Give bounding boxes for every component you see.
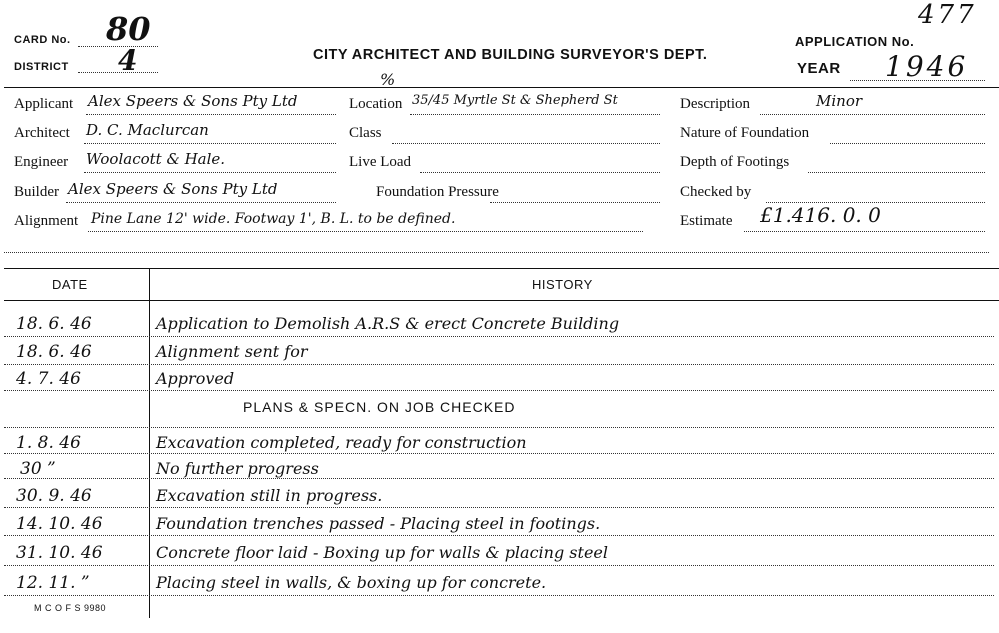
estimate-underline [744, 231, 985, 232]
location-value: 35/45 Myrtle St & Shepherd St [412, 93, 618, 108]
row-line-10 [4, 595, 994, 596]
row-line-2 [4, 364, 994, 365]
row-line-4 [4, 427, 994, 428]
row-line-7 [4, 507, 994, 508]
table-row-date: 14. 10. 46 [16, 514, 103, 534]
description-value: Minor [816, 92, 863, 110]
live-load-label: Live Load [349, 154, 412, 170]
location-underline [410, 114, 660, 115]
depth-of-footings-label: Depth of Footings [680, 154, 790, 170]
estimate-value: £1.416. 0. 0 [760, 203, 881, 227]
foundation-pressure-label: Foundation Pressure [376, 184, 499, 200]
description-label: Description [680, 96, 750, 112]
table-row-history: Approved [156, 369, 235, 388]
builder-label: Builder [14, 184, 59, 200]
engineer-underline [84, 172, 336, 173]
row-line-5 [4, 453, 994, 454]
foundation-pressure-underline [490, 202, 660, 203]
nature-of-foundation-label: Nature of Foundation [680, 125, 810, 141]
table-row-history: Foundation trenches passed - Placing steel in footings. [156, 514, 601, 533]
date-column-header: DATE [52, 277, 88, 292]
architect-value: D. C. Maclurcan [86, 121, 209, 139]
row-line-1 [4, 336, 994, 337]
nature-underline [830, 143, 985, 144]
table-row-history: Concrete floor laid - Boxing up for walls & placing steel [156, 543, 608, 562]
year-value: 1946 [885, 50, 969, 83]
description-underline [760, 114, 985, 115]
class-underline [392, 143, 660, 144]
engineer-label: Engineer [14, 154, 69, 170]
alignment-value: Pine Lane 12' wide. Footway 1', B. L. to be defined. [91, 211, 456, 227]
table-row-date: 30. 9. 46 [16, 486, 92, 506]
row-line-6 [4, 478, 994, 479]
checked-by-label: Checked by [680, 184, 752, 200]
table-row-history: Placing steel in walls, & boxing up for concrete. [156, 573, 547, 592]
row-line-8 [4, 535, 994, 536]
table-row-date: 31. 10. 46 [16, 543, 103, 563]
card-no-value: 80 [106, 10, 151, 48]
row-line-9 [4, 565, 994, 566]
table-header-rule [4, 300, 999, 301]
header-rule [4, 87, 999, 88]
table-row-date: 18. 6. 46 [16, 342, 92, 362]
table-row-date: 12. 11. ” [16, 573, 90, 593]
plans-checked-stamp: PLANS & SPECN. ON JOB CHECKED [243, 399, 516, 415]
table-row-date: 1. 8. 46 [16, 433, 81, 453]
builder-value: Alex Speers & Sons Pty Ltd [68, 180, 278, 198]
alignment-label: Alignment [14, 213, 79, 229]
table-row-history: No further progress [156, 459, 319, 478]
builder-underline [66, 202, 336, 203]
dept-mark: % [380, 70, 396, 89]
table-row-date: 30 ” [20, 459, 56, 479]
alignment-underline [88, 231, 643, 232]
district-label: DISTRICT [14, 61, 69, 73]
history-column-header: HISTORY [532, 277, 593, 292]
table-row-history: Excavation completed, ready for construction [156, 433, 527, 452]
table-row-history: Excavation still in progress. [156, 486, 383, 505]
class-label: Class [349, 125, 382, 141]
applicant-value: Alex Speers & Sons Pty Ltd [88, 92, 298, 110]
row-line-3 [4, 390, 994, 391]
district-value: 4 [118, 44, 138, 77]
table-row-date: 4. 7. 46 [16, 369, 81, 389]
table-top-rule [4, 268, 999, 269]
applicant-label: Applicant [14, 96, 74, 112]
engineer-value: Woolacott & Hale. [86, 150, 226, 168]
estimate-label: Estimate [680, 213, 733, 229]
architect-underline [84, 143, 336, 144]
dept-title: CITY ARCHITECT AND BUILDING SURVEYOR'S DEPT. [313, 47, 708, 63]
table-row-history: Alignment sent for [156, 342, 308, 361]
fields-bottom-dotline [4, 252, 989, 253]
live-load-underline [420, 172, 660, 173]
year-label: YEAR [797, 60, 841, 77]
applicant-underline [86, 114, 336, 115]
depth-underline [808, 172, 985, 173]
year-underline [850, 80, 985, 81]
application-no-label: APPLICATION No. [795, 34, 915, 49]
location-label: Location [349, 96, 403, 112]
architect-label: Architect [14, 125, 70, 141]
district-underline [78, 72, 158, 73]
table-row-date: 18. 6. 46 [16, 314, 92, 334]
application-no-value: 477 [918, 0, 977, 30]
form-code: M C O F S 9980 [34, 603, 107, 613]
card-no-label: CARD No. [14, 34, 71, 46]
table-row-history: Application to Demolish A.R.S & erect Concrete Building [156, 314, 620, 333]
